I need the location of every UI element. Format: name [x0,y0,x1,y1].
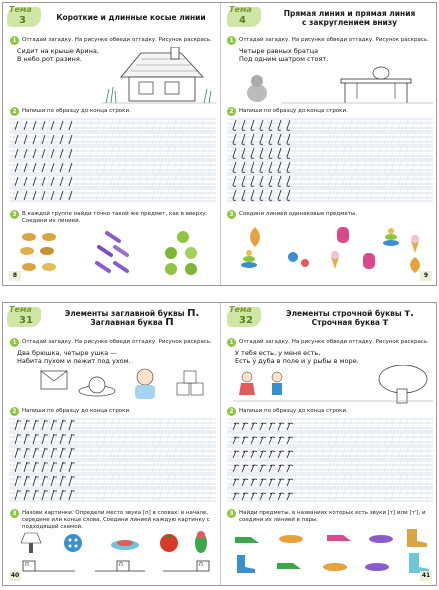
pyramid-toy-icon [241,250,257,268]
page-40 [3,303,220,585]
candy-icon [288,252,309,267]
plate-icon [111,540,139,550]
page-number: 40 [10,572,20,579]
title-line: с закруглением внизу [301,18,398,27]
writing-row[interactable] [227,133,433,145]
apple-icon [165,231,197,275]
sample-stroke [269,479,275,486]
topic-word: Тема [229,305,252,314]
sample-stroke [42,191,45,200]
topic-number: 3 [19,15,26,26]
riddle-line: Два брюшка, четыре ушка — [17,349,117,357]
sample-stroke [51,448,57,458]
writing-row[interactable] [9,475,216,487]
handwriting-rows[interactable] [227,117,433,205]
ice-cream-icon [411,235,419,253]
sample-stroke [269,493,275,500]
sample-stroke [60,420,66,430]
writing-row[interactable] [227,161,433,173]
topic-word: Тема [9,5,32,14]
shoe-icon [277,563,301,569]
sample-stroke [269,134,272,144]
sample-stroke [24,490,30,500]
writing-row[interactable] [9,175,216,187]
sample-stroke [251,190,254,200]
writing-row[interactable] [9,189,216,201]
sample-stroke [69,434,75,444]
sample-stroke [15,121,18,130]
candy-icon [20,233,56,271]
sample-stroke [42,121,45,130]
sample-stroke [33,135,36,144]
sample-stroke [33,462,39,472]
task-number: 1 [10,338,19,347]
sample-stroke [287,437,293,444]
sample-stroke [269,451,275,458]
sample-stroke [15,177,18,186]
writing-row[interactable] [227,433,433,445]
title-line [47,309,217,318]
sample-stroke [51,420,57,430]
sample-stroke [69,490,75,500]
riddle [17,349,131,365]
writing-row[interactable] [227,119,433,131]
tree-picture[interactable] [233,365,433,405]
sample-stroke [287,465,293,472]
blocks-icon [177,371,203,395]
sample-stroke [278,493,284,500]
sample-stroke [251,162,254,172]
sample-stroke [251,437,257,444]
task-instruction: Напиши по образцу до конца строки. [22,408,131,414]
sample-stroke [42,163,45,172]
sample-stroke [251,134,254,144]
task-number: 1 [227,36,236,45]
sample-stroke [278,451,284,458]
task-number: 3 [10,509,19,518]
girl-icon [239,372,255,395]
sample-stroke [51,191,54,200]
hat-icon [79,377,115,396]
sample-stroke [33,476,39,486]
riddle [235,349,359,365]
sample-stroke [42,420,48,430]
sample-stroke [260,437,266,444]
sample-stroke [33,490,39,500]
sample-stroke [51,462,57,472]
sample-stroke [15,163,18,172]
riddle [239,47,328,63]
sample-stroke [269,437,275,444]
page-title [267,9,432,27]
ice-cream-icon [331,251,339,269]
task-number: 3 [227,509,236,518]
shoe-icon [327,535,351,541]
leaf-icon [410,257,420,273]
riddle-line: У тебя есть, у меня есть, [235,349,321,357]
sample-stroke [15,476,21,486]
sample-stroke [42,177,45,186]
page-title [47,309,217,327]
shoe-objects[interactable] [231,527,431,575]
sample-stroke [24,448,30,458]
sample-stroke [42,434,48,444]
child-icon [135,369,155,399]
sample-stroke [251,423,257,430]
sample-stroke [260,451,266,458]
sample-stroke [42,448,48,458]
sound-schemes[interactable] [21,559,211,573]
topic-number: 32 [239,315,253,326]
page-number: 9 [420,271,432,281]
task-number: 2 [10,107,19,116]
sample-stroke [269,465,275,472]
sample-stroke [60,490,66,500]
sample-stroke [233,162,236,172]
sample-stroke [233,148,236,158]
boot-icon [237,555,255,573]
riddle-line: Набита пухом и лежит под ухом. [17,357,131,365]
title-line: Прямая линия и прямая линия [283,9,416,18]
sandal-icon [369,535,393,543]
task-number: 2 [10,407,19,416]
topic-badge [227,5,261,31]
sample-stroke [51,434,57,444]
riddle-line: Четыре равных братца [239,47,319,55]
sandal-icon [365,563,389,571]
task-instruction: Назови картинки. Определи место звука [п] в словах: в начале, середине или конце слова. Соедини линией каждую картинку с подходящей схемой. [22,510,210,530]
writing-row[interactable] [9,447,216,459]
sample-stroke [269,162,272,172]
writing-row[interactable] [9,161,216,173]
sample-stroke [269,423,275,430]
sample-stroke [15,149,18,158]
topic-word: Тема [229,5,252,14]
sample-stroke [33,420,39,430]
page-title [265,309,435,327]
task-instruction: Отгадай загадку. На рисунке обведи отгадку. Рисунок раскрась. [22,37,212,43]
topic-badge [7,305,41,331]
title-letter: П. [187,308,200,319]
tree-icon [379,365,427,403]
task-number: 1 [10,36,19,45]
riddle [17,47,99,63]
task-instruction: В каждой группе найди точно такой же предмет, как в вверху. Соедини их линией. [22,211,208,224]
task-instruction: Отгадай загадку. На рисунке обведи отгадку. Рисунок раскрась. [239,339,429,345]
sample-stroke [269,176,272,186]
title-letter: П [165,317,174,328]
task-number: 2 [227,107,236,116]
writing-row[interactable] [9,419,216,431]
sample-stroke [42,462,48,472]
title-text: Строчная буква [311,318,380,327]
sample-stroke [24,476,30,486]
workbook-spread-top [2,2,437,286]
writing-row[interactable] [227,419,433,431]
writing-row[interactable] [227,175,433,187]
sample-stroke [260,465,266,472]
sample-stroke [15,462,21,472]
mitten-icon [363,253,375,269]
button-icon [64,534,82,552]
sample-stroke [33,191,36,200]
crayon-icon [97,233,127,271]
topic-number: 31 [19,315,33,326]
shoe-icon [235,537,259,543]
sample-stroke [269,120,272,130]
sample-stroke [69,448,75,458]
topic-badge [7,5,41,31]
sample-stroke [60,448,66,458]
sample-stroke [42,476,48,486]
sample-stroke [278,437,284,444]
sample-stroke [251,120,254,130]
scheme-letter: п [199,561,203,568]
sample-stroke [251,176,254,186]
sample-stroke [233,134,236,144]
topic-number: 4 [239,15,246,26]
title-line [265,318,435,327]
sample-stroke [33,163,36,172]
title-letter: т. [404,308,414,319]
sample-stroke [42,135,45,144]
sample-stroke [251,493,257,500]
sample-stroke [24,434,30,444]
sample-stroke [15,135,18,144]
task-number: 3 [227,210,236,219]
sample-stroke [15,191,18,200]
writing-row[interactable] [9,489,216,501]
sample-stroke [42,490,48,500]
writing-row[interactable] [227,461,433,473]
writing-row[interactable] [9,461,216,473]
sample-stroke [51,490,57,500]
task-number: 1 [227,338,236,347]
sample-stroke [287,451,293,458]
pillow-picture[interactable] [37,365,215,403]
topic-word: Тема [9,305,32,314]
page-number: 41 [421,572,431,579]
title-letter: т [382,317,389,328]
sample-stroke [15,448,21,458]
riddle-line: В небо рот разиня. [17,55,82,63]
sample-stroke [51,476,57,486]
title-text: Заглавная буква [90,318,163,327]
matching-objects[interactable] [235,223,431,273]
riddle-line: Под одним шатром стоят. [239,55,329,63]
handwriting-rows[interactable] [227,417,433,505]
task-instruction: Отгадай загадку. На рисунке обведи отгадку. Рисунок раскрась. [239,37,429,43]
sample-stroke [287,423,293,430]
pyramid-toy-icon [383,228,399,246]
sample-stroke [51,149,54,158]
sample-stroke [24,420,30,430]
scheme-letter: п [119,561,123,568]
sample-stroke [33,177,36,186]
sample-stroke [51,121,54,130]
sample-stroke [233,190,236,200]
sample-stroke [260,493,266,500]
riddle-line: Есть у дуба в поле и у рыбы в море. [235,357,359,365]
sample-stroke [51,163,54,172]
task-instruction: Напиши по образцу до конца строки. [22,108,131,114]
sample-stroke [260,423,266,430]
writing-row[interactable] [227,489,433,501]
sample-stroke [69,462,75,472]
parrot-icon [195,531,207,553]
tomato-icon [160,534,178,552]
writing-row[interactable] [227,475,433,487]
teapot-icon [373,67,389,79]
sample-stroke [24,462,30,472]
sample-stroke [233,120,236,130]
sample-stroke [251,451,257,458]
table-picture[interactable] [241,65,433,105]
sample-stroke [33,149,36,158]
sample-stroke [260,479,266,486]
title-line [265,309,435,318]
sample-stroke [278,465,284,472]
handwriting-rows[interactable] [9,417,216,505]
sample-stroke [51,135,54,144]
topic-badge [227,305,261,331]
task-instruction: Найди предметы, в названиях которых есть звуки [т] или [т'], и соедини их линией в пары. [239,510,426,523]
task-instruction: Соедини линией одинаковые предметы. [239,211,358,217]
sample-stroke [269,148,272,158]
lamp-icon [21,533,41,553]
sample-stroke [60,462,66,472]
sample-stroke [269,190,272,200]
mitten-icon [337,227,349,243]
task-number: 2 [227,407,236,416]
page-number: 8 [9,271,21,281]
cat-icon [247,75,267,102]
sample-stroke [233,176,236,186]
sample-stroke [33,434,39,444]
sample-stroke [251,148,254,158]
sample-stroke [287,479,293,486]
sample-stroke [15,434,21,444]
chimney-icon [171,47,179,59]
matching-objects[interactable] [15,229,213,277]
house-picture[interactable] [101,47,216,105]
workbook-spread-bottom [2,302,437,586]
writing-row[interactable] [9,133,216,145]
handwriting-rows[interactable] [9,117,216,205]
sample-stroke [51,177,54,186]
picture-row[interactable] [15,529,213,555]
writing-row[interactable] [227,147,433,159]
title-line [47,318,217,327]
writing-row[interactable] [9,119,216,131]
envelope-icon [41,371,67,389]
page-9 [220,3,437,285]
sample-stroke [60,476,66,486]
sample-stroke [287,493,293,500]
slipper-icon [323,563,347,571]
title-text: Элементы строчной буквы [286,309,402,318]
scheme-letter: п [25,561,29,568]
sample-stroke [60,434,66,444]
leaf-icon [250,227,260,247]
boot-icon [407,529,427,547]
sample-stroke [15,420,21,430]
sample-stroke [251,465,257,472]
sample-stroke [251,479,257,486]
slipper-icon [279,535,303,543]
sample-stroke [69,476,75,486]
sample-stroke [278,479,284,486]
boy-icon [272,372,282,395]
sample-stroke [42,149,45,158]
boot-icon [409,553,429,573]
writing-row[interactable] [227,447,433,459]
title-text: Элементы заглавной буквы [64,309,185,318]
page-title: Короткие и длинные косые линии [56,13,206,22]
sample-stroke [278,423,284,430]
writing-row[interactable] [9,433,216,445]
sample-stroke [69,420,75,430]
page-41 [220,303,437,585]
riddle-line: Сидит на крыше Арина, [17,47,99,55]
task-instruction: Напиши по образцу до конца строки. [239,108,348,114]
task-instruction: Напиши по образцу до конца строки. [239,408,348,414]
page-8 [3,3,220,285]
sample-stroke [15,490,21,500]
sample-stroke [33,121,36,130]
writing-row[interactable] [227,189,433,201]
task-number: 3 [10,210,19,219]
writing-row[interactable] [9,147,216,159]
sample-stroke [33,448,39,458]
task-instruction: Отгадай загадку. На рисунке обведи отгадку. Рисунок раскрась. [22,339,212,345]
